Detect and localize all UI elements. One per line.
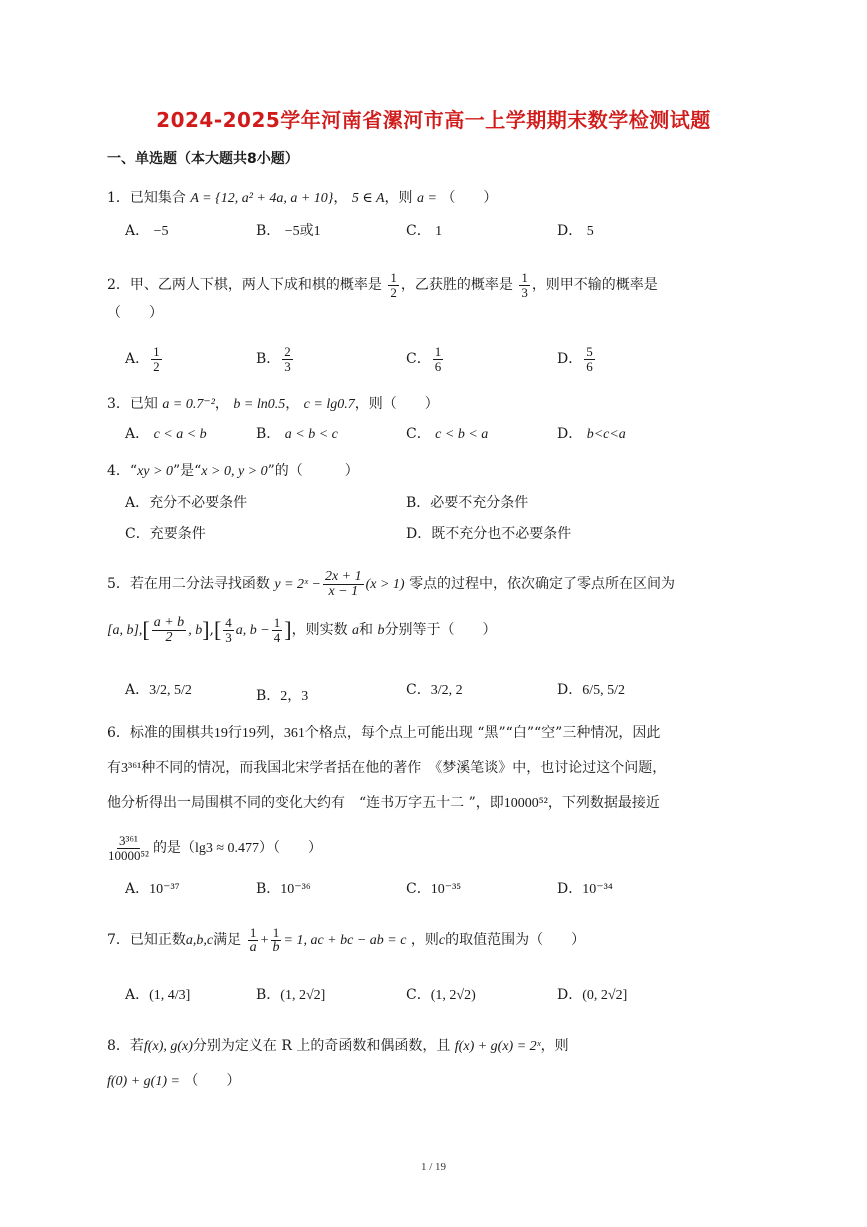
q8-funcs: f(x), g(x)	[143, 1039, 193, 1054]
q5-text-c: ，则实数	[291, 622, 348, 638]
q8-text-c: ，则	[540, 1038, 569, 1054]
option-frac	[433, 345, 444, 374]
q4-option-a[interactable]	[125, 493, 247, 513]
bracket-close: ]	[202, 617, 210, 642]
q4-text-a: 4．“	[107, 463, 138, 479]
q7-frac-2	[271, 926, 282, 955]
q5-func-suffix: (x > 1)	[365, 577, 405, 592]
q2-text-c: ，则甲不输的概率是	[531, 277, 658, 293]
option-letter: C．	[406, 881, 431, 897]
q7-text-b: 满足	[213, 932, 242, 948]
q8-text-b: 分别为定义在 R 上的奇函数和偶函数，且	[192, 1038, 451, 1054]
q5-text-a: 5．若在用二分法寻找函数	[107, 576, 270, 592]
q6-text: 6．标准的围棋共	[107, 725, 214, 741]
bracket-open: [	[213, 617, 222, 642]
q1-option-d[interactable]	[557, 221, 594, 242]
q1-text: 1．已知集合	[107, 190, 186, 206]
q6-text: ）（ ）	[259, 840, 323, 856]
q1-ask: a =	[417, 191, 437, 206]
option-letter: B．	[256, 881, 281, 897]
option-frac	[584, 345, 595, 374]
option-letter: B．	[256, 351, 281, 367]
q6-num: 19	[241, 726, 256, 741]
option-text: 充分不必要条件	[149, 495, 248, 511]
q5-option-c[interactable]	[406, 680, 463, 701]
option-text: c < b < a	[435, 427, 489, 442]
q1-cond: 5 ∈ A	[351, 191, 385, 206]
q5-and: 和	[359, 622, 374, 638]
option-letter: A．	[125, 223, 150, 239]
frac-num: 2x + 1	[324, 568, 362, 584]
q5-func-frac	[323, 570, 364, 599]
q7-text-a: 7．已知正数	[107, 932, 186, 948]
q6-option-d[interactable]	[557, 879, 613, 900]
option-letter: B．	[256, 688, 281, 704]
q5-int2-tail: , b	[188, 623, 203, 638]
option-letter: C．	[406, 351, 431, 367]
q3-a: a = 0.7⁻²	[162, 397, 215, 412]
option-text: b<c<a	[586, 427, 626, 442]
option-letter: D．	[406, 526, 432, 542]
q5-int3-frac-b	[272, 616, 283, 645]
option-text: −5	[153, 224, 169, 239]
option-letter: C．	[406, 987, 431, 1003]
q4-expr-1: xy > 0	[137, 464, 173, 479]
q6-frac	[106, 834, 151, 863]
q5-int3-frac-a	[223, 616, 234, 645]
frac-den: 3	[284, 358, 291, 374]
option-text: a < b < c	[284, 427, 338, 442]
q7-option-d[interactable]	[557, 985, 627, 1006]
section-heading: 一、单选题（本大题共8小题）	[107, 151, 299, 167]
q5-intervals: [a, b],[ $\frac{a + b}{2}$ , b],[ $\frac{4}{3}$ a, b − $\frac{1}{4}$ ]，则实数 a和 b分别等于（ ）	[107, 614, 497, 645]
q5-int3-mid: a, b −	[235, 623, 270, 638]
q3-option-a[interactable]	[125, 424, 207, 445]
q5-option-a[interactable]	[125, 680, 192, 701]
option-letter: D．	[557, 426, 583, 442]
question-1	[107, 188, 497, 209]
frac-den: 2	[165, 629, 173, 645]
q1-tail: ，则	[384, 190, 413, 206]
option-text: 3/2, 2	[430, 683, 463, 698]
option-text: 6/5, 5/2	[582, 683, 626, 698]
option-letter: D．	[557, 682, 583, 698]
q5-int2-frac	[152, 616, 186, 645]
option-text: 1	[435, 224, 443, 239]
q8-line-2	[107, 1071, 240, 1092]
q1-paren: （ ）	[441, 190, 498, 206]
q4-text-b: ”是“	[172, 463, 202, 479]
option-text: 充要条件	[149, 526, 206, 542]
frac-den: 2	[153, 358, 160, 374]
frac-den: 6	[586, 358, 593, 374]
q7-text-c: ，则	[410, 932, 439, 948]
option-letter: A．	[125, 426, 150, 442]
frac-num: 1	[390, 269, 397, 285]
bracket-open: [	[142, 617, 150, 642]
option-text: −5或1	[284, 224, 321, 239]
q7-option-c[interactable]	[406, 985, 476, 1006]
q6-line-1	[107, 723, 660, 744]
option-letter: D．	[557, 351, 583, 367]
frac-num: 4	[225, 614, 232, 630]
q7-plus: +	[260, 933, 269, 948]
option-letter: A．	[125, 682, 150, 698]
frac-den: x − 1	[328, 583, 359, 599]
q1-option-b[interactable]	[256, 221, 321, 242]
q7-var-c: c	[438, 933, 446, 948]
bracket-close: ]	[284, 617, 292, 642]
q8-ask: f(0) + g(1) =	[107, 1074, 180, 1089]
q6-text: 种不同的情况，而我国北宋学者括在他的著作 《梦溪笔谈》中，也讨论过这个问题，	[141, 760, 667, 776]
q6-line-3	[107, 793, 660, 814]
q5-text-b: 零点的过程中，依次确定了零点所在区间为	[409, 576, 676, 592]
q3-text: 3．已知	[107, 396, 158, 412]
question-3: 3．已知 a = 0.7⁻²， b = ln0.5， c = lg0.7，则（ ）	[107, 396, 439, 412]
q6-option-b[interactable]	[256, 879, 311, 900]
frac-num: 1	[249, 924, 257, 940]
q6-power: 3³⁶¹	[121, 761, 142, 776]
q2-frac-2	[519, 271, 530, 300]
q2-option-b[interactable]	[256, 344, 295, 374]
q3-c: c = lg0.7	[303, 397, 355, 412]
option-frac	[151, 345, 162, 374]
option-letter: C．	[125, 526, 150, 542]
option-letter: B．	[256, 426, 281, 442]
q6-num: 361	[283, 726, 305, 741]
option-letter: D．	[557, 223, 583, 239]
q6-power: 10000⁵²	[503, 796, 548, 811]
q3-option-b[interactable]	[256, 424, 338, 445]
option-text: 2，3	[280, 689, 309, 704]
frac-den: 4	[273, 629, 281, 645]
frac-den: 10000⁵²	[108, 847, 149, 863]
question-7	[107, 920, 585, 961]
q4-option-d[interactable]	[406, 524, 571, 544]
q5-var-b: b	[377, 623, 385, 638]
option-text: 既不充分也不必要条件	[431, 526, 572, 542]
q6-text: 的是（	[152, 840, 195, 856]
option-letter: A．	[125, 987, 150, 1003]
frac-den: b	[272, 939, 280, 955]
question-8	[107, 1036, 569, 1057]
option-text: 3/2, 5/2	[149, 683, 192, 698]
option-frac	[282, 345, 293, 374]
frac-num: a + b	[153, 614, 185, 630]
q6-line-4	[104, 828, 322, 869]
q3-tail: ，则（ ）	[354, 396, 439, 412]
frac-den: 2	[390, 284, 397, 300]
q2-frac-1	[388, 271, 399, 300]
q4-option-c[interactable]	[125, 524, 206, 544]
q3-b: b = ln0.5	[233, 397, 286, 412]
q6-text: 有	[107, 760, 121, 776]
option-text: 10⁻³⁴	[582, 882, 613, 897]
option-letter: D．	[557, 987, 583, 1003]
frac-num: 1	[434, 343, 442, 359]
q5-func-prefix: y = 2ˣ −	[274, 577, 321, 592]
option-letter: C．	[406, 223, 431, 239]
frac-num: 1	[153, 343, 160, 359]
frac-num: 3³⁶¹	[119, 832, 138, 848]
q7-frac-1	[248, 926, 259, 955]
q7-option-a[interactable]	[125, 985, 190, 1006]
frac-den: a	[249, 939, 257, 955]
option-letter: B．	[256, 223, 281, 239]
q6-text: 行	[227, 725, 242, 741]
q8-eq: f(x) + g(x) = 2ˣ	[454, 1039, 541, 1054]
q6-hint: lg3 ≈ 0.477	[194, 841, 260, 856]
q1-sep: ，	[333, 190, 348, 206]
frac-num: 1	[272, 924, 280, 940]
option-text: c < a < b	[153, 427, 207, 442]
q8-paren: （ ）	[184, 1073, 241, 1089]
q3-option-c[interactable]	[406, 424, 488, 445]
q6-text: 列，	[255, 725, 284, 741]
option-text: 10⁻³⁶	[280, 882, 311, 897]
option-letter: C．	[406, 682, 431, 698]
q5-option-b[interactable]	[256, 686, 308, 707]
q7-vars: a,b,c	[185, 933, 214, 948]
q3-option-d[interactable]	[557, 424, 626, 445]
q2-option-d[interactable]	[557, 344, 597, 374]
q7-option-b[interactable]	[256, 985, 325, 1006]
q7-text-d: 的取值范围为（ ）	[445, 932, 586, 948]
q6-text: 个格点，每个点上可能出现 “黑”“白”“空”三种情况，因此	[304, 725, 661, 741]
frac-num: 2	[284, 343, 291, 359]
question-4	[107, 461, 359, 482]
option-text: (1, 2√2)	[430, 988, 476, 1003]
question-2	[107, 268, 658, 302]
exam-title: 2024-2025学年河南省漯河市高一上学期期末数学检测试题	[156, 108, 711, 132]
option-letter: B．	[406, 495, 431, 511]
frac-num: 1	[521, 269, 528, 285]
option-text: (0, 2√2]	[582, 988, 628, 1003]
q4-text-c: ”的（ ）	[267, 463, 359, 479]
q5-var-a: a	[352, 623, 360, 638]
option-text: (1, 2√2]	[280, 988, 326, 1003]
q7-cond: = 1, ac + bc − ab = c	[283, 933, 407, 948]
q5-text-d: 分别等于（ ）	[384, 622, 497, 638]
q5-interval-1: [a, b],	[107, 623, 143, 638]
option-letter: D．	[557, 881, 583, 897]
frac-den: 6	[434, 358, 442, 374]
q6-line-2	[107, 758, 666, 779]
q5-option-d[interactable]	[557, 680, 625, 701]
question-5	[107, 566, 675, 603]
frac-den: 3	[521, 284, 528, 300]
q1-option-c[interactable]	[406, 221, 442, 242]
q2-text-a: 2．甲、乙两人下棋，两人下成和棋的概率是	[107, 277, 382, 293]
frac-num: 5	[586, 343, 593, 359]
option-text: 10⁻³⁷	[149, 882, 180, 897]
option-letter: A．	[125, 351, 150, 367]
option-text: 必要不充分条件	[430, 495, 529, 511]
q1-set: A = {12, a² + 4a, a + 10}	[190, 191, 334, 206]
q2-text-b: ，乙获胜的概率是	[400, 277, 513, 293]
q6-text: 他分析得出一局围棋不同的变化大约有 “连书万字五十二 ”，即	[107, 795, 504, 811]
option-letter: B．	[256, 987, 281, 1003]
q6-option-a[interactable]	[125, 879, 180, 900]
q2-paren: （ ）	[107, 305, 163, 321]
q2-option-a[interactable]	[125, 344, 164, 374]
q4-option-b[interactable]	[406, 493, 528, 513]
option-text: 10⁻³⁵	[430, 882, 462, 897]
option-text: (1, 4/3]	[149, 988, 191, 1003]
q6-option-c[interactable]	[406, 879, 461, 900]
frac-num: 1	[273, 614, 281, 630]
q2-option-c[interactable]	[406, 344, 445, 374]
q6-text: ，下列数据最接近	[547, 795, 660, 811]
q8-text-a: 8．若	[107, 1038, 144, 1054]
option-letter: A．	[125, 881, 150, 897]
option-letter: C．	[406, 426, 431, 442]
frac-den: 3	[225, 629, 232, 645]
option-letter: A．	[125, 495, 150, 511]
q4-expr-2: x > 0, y > 0	[201, 464, 268, 479]
q6-num: 19	[213, 726, 228, 741]
q1-option-a[interactable]	[125, 221, 168, 242]
page-number: 1 / 19	[420, 1161, 447, 1173]
option-text: 5	[586, 224, 594, 239]
